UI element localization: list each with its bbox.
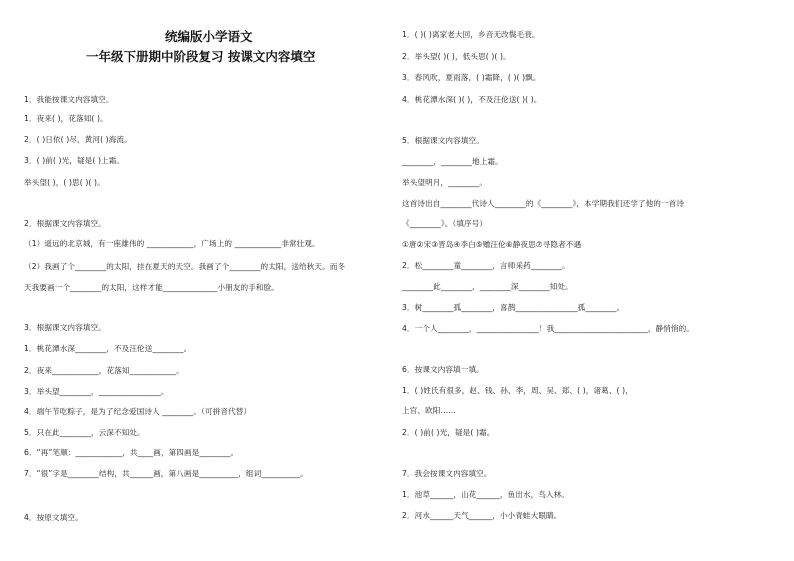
section-1-heading: 1．我能按课文内容填空。 [24,95,114,104]
exercise-line: 3．树________孤________，喜鹊________________孤________。 [402,303,625,312]
worksheet-title-line1: 统编版小学语文 [165,29,253,44]
exercise-line: （2）我画了个________的太阳，挂在夏天的天空。我画了个________的太阳，送给秋天。而冬 [24,262,346,271]
section-7-heading: 7．我会按课文内容填空。 [402,469,492,478]
exercise-line: 这首诗出自________代诗人________的《________》，本学期我们还学了他的一首诗 [402,199,685,208]
exercise-line: 2．松________童________，言师采药________。 [402,261,570,270]
section-6-heading: 6．按课文内容填一填。 [402,365,484,374]
worksheet-title-line2: 一年级下册期中阶段复习 按课文内容填空 [86,49,316,64]
exercise-line: 3．举头望________，________________。 [24,387,169,396]
exercise-line: 2．( )前( )光，疑是( )霜。 [402,428,495,437]
exercise-line: 4．一个人________，________________！我________________________，静悄悄的。 [402,324,694,333]
exercise-line: ________，________地上霜。 [402,157,503,166]
exercise-line: 2．夜来____________，花落知____________。 [24,366,185,375]
section-4-heading: 4．按原文填空。 [24,513,83,522]
exercise-line: 1．( )( )离家老大回，乡音无改鬓毛衰。 [402,30,540,39]
exercise-line: 举头望明月，________。 [402,178,488,187]
exercise-line: 3．( )前( )光，疑是( )上霜。 [24,156,125,165]
exercise-line: （1）遥远的北京城，有一座雄伟的 ____________，广场上的 ____________非常壮观。 [24,239,320,248]
exercise-line: 1．( )姓氏有很多，赵、钱、孙、李，周、吴、郑、( )，诸葛、( )， [402,386,633,395]
exercise-line: 2．( )日依( )尽，黄河( )海流。 [24,135,132,144]
exercise-line: 5．只在此________，云深不知处。 [24,428,145,437]
exercise-line: 4．桃花潭水深( )( )，不及汪伦送( )( )。 [402,95,542,104]
exercise-line: 4．端午节吃粽子，是为了纪念爱国诗人 ________。（可拼音代替） [24,407,252,416]
section-3-heading: 3．根据课文内容填空。 [24,323,106,332]
exercise-line: 1．桃花潭水深________，不及汪伦送________。 [24,344,192,353]
exercise-line: 1．夜来( )，花落知( )。 [24,114,108,123]
exercise-line: ________此________，________深________知处。 [402,282,573,291]
exercise-line: 3．春风吹，夏雨落，( )霜降，( )( )飘。 [402,73,541,82]
exercise-line: 1．池草______，山花______，鱼出水，鸟入林。 [402,490,570,499]
exercise-line: 2．举头望( )( )，低头思( )( )。 [402,52,511,61]
exercise-line: 《________》。（填序号） [402,219,488,228]
exercise-line: 6．“再”笔顺：____________，共____画，第四画是________。 [24,448,239,457]
exercise-line: 7．“很”字是________结构，共______画，第八画是__________，组词__________。 [24,469,308,478]
answer-options: ①唐②宋③晋岛④李白⑤赠汪伦⑥静夜思⑦寻隐者不遇 [402,240,582,249]
section-5-heading: 5．根据课文内容填空。 [402,136,484,145]
exercise-line: 2．河水______天气______，小小青蛙大眼睛。 [402,511,562,520]
exercise-line: 天我要画一个________的太阳，这样才能______________小朋友的手和脸。 [24,283,279,292]
exercise-line: 上官、欧阳…… [402,406,456,415]
exercise-line: 举头望( )，( )思( )( )。 [24,178,105,187]
section-2-heading: 2．根据课文内容填空。 [24,219,106,228]
